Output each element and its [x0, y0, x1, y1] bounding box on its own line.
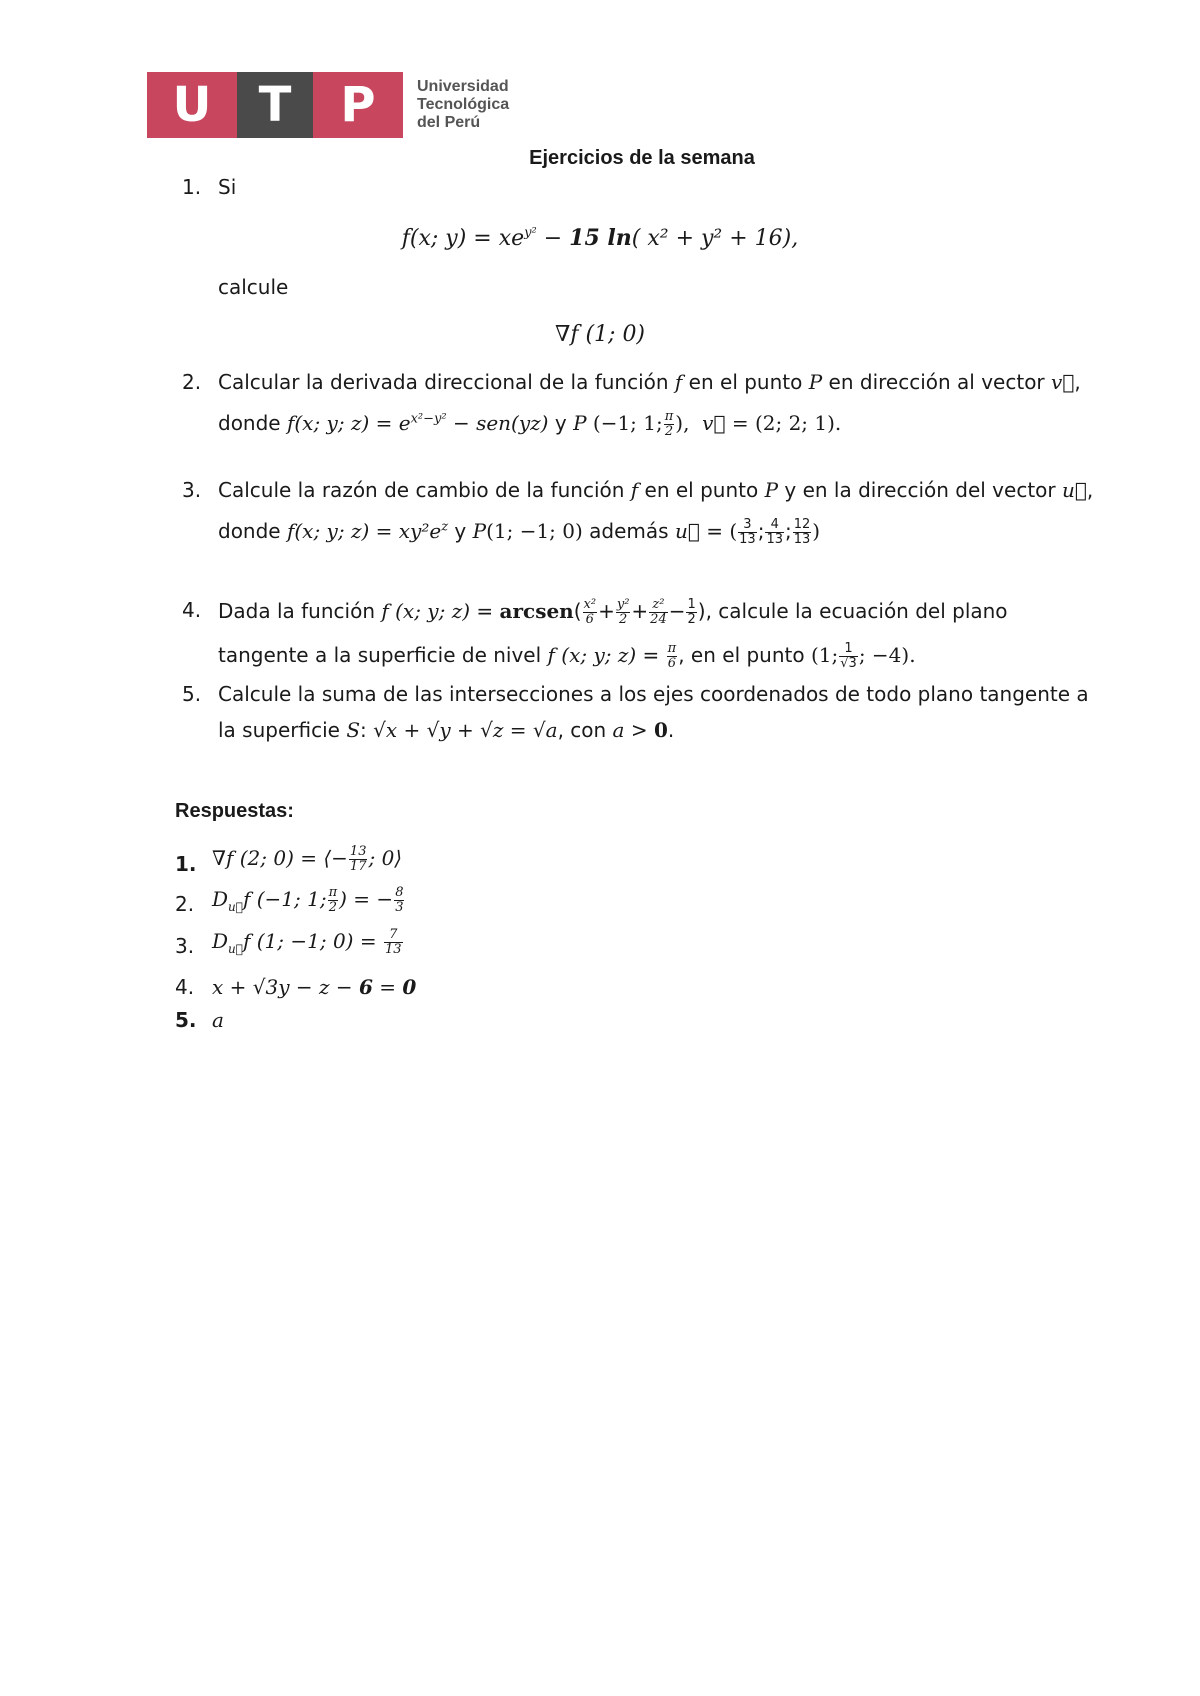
logo-letter-p: P [313, 72, 403, 138]
answer-5-number: 5. [175, 1008, 197, 1032]
answer-1-number: 1. [175, 852, 197, 876]
utp-logo [147, 72, 509, 138]
exercise-4-line1: Dada la función f (x; y; z) = arcsen( $\frac{\text{x²}}{6}$ + $\frac{\text{y²}}{2}$ + $\frac{\text{z²}}{24}$ − $\frac{1}{2}$ ), calcule la ecuación del plano [218, 597, 1008, 627]
answer-2-text: $D_{u⃗}f$ (−1; 1; $\frac{\pi}{2}$ ) = − $\frac{8}{3}$ [212, 885, 404, 915]
exercise-2-line1: Calcular la derivada direccional de la función f en el punto P en dirección al vector v⃗, [218, 370, 1081, 394]
answer-3-text: $D_{u⃗}f$ (1; −1; 0) = $\frac{7}{13}$ [212, 927, 402, 957]
exercise-4-line2: tangente a la superficie de nivel f (x; y; z) = $\frac{\pi}{6}$ , en el punto (1; $\frac{1}{√3}$ ; −4). [218, 641, 916, 671]
exercise-1-text: Si [218, 175, 237, 199]
logo-letter-u: U [147, 72, 237, 138]
exercise-2-line2: donde f(x; y; $z) = e^{x^2-y^2} - sen(yz)$ y P (−1; 1; $\frac{\pi}{2}$ ), v⃗ = (2; 2; 1). [218, 409, 842, 439]
exercise-5-line2: la superficie S: √x + √y + √z = √a, con a > 0. [218, 718, 675, 742]
page-title: Ejercicios de la semana [529, 147, 755, 169]
exercise-1-number: 1. [182, 175, 202, 199]
exercise-3-number: 3. [182, 478, 202, 502]
answer-3-number: 3. [175, 934, 195, 958]
exercise-4-number: 4. [182, 598, 202, 622]
logo-university-name: Universidad Tecnológica del Perú [417, 78, 510, 131]
answer-2-number: 2. [175, 892, 195, 916]
exercise-5-line1: Calcule la suma de las intersecciones a los ejes coordenados de todo plano tangente a [218, 682, 1089, 706]
exercise-2-number: 2. [182, 370, 202, 394]
exercise-1-calcule: calcule [218, 275, 289, 299]
answer-1-text: ∇f (2; 0) = ⟨− $\frac{13}{17}$ ; 0⟩ [212, 844, 403, 874]
answer-4-number: 4. [175, 975, 195, 999]
answers-heading: Respuestas: [175, 800, 294, 822]
logo-letter-t: T [237, 72, 313, 138]
answer-5-text: a [212, 1008, 224, 1032]
exercise-1-formula: f(x; $y) = xe^{y^2} - 15$ ln( x² + y² + 16), [401, 225, 799, 251]
exercise-1-target: ∇f (1; 0) [554, 322, 646, 347]
exercise-3-line2: donde f(x; y; $z) = xy^2e^z$ y P(1; −1; 0) además u⃗ = ( $\frac{3}{13}$ ; $\frac{4}{13}$ ; $\frac{12}{13}$ ) [218, 517, 821, 547]
exercise-3-line1: Calcule la razón de cambio de la función f en el punto P y en la dirección del vector u⃗, [218, 478, 1094, 502]
exercise-5-number: 5. [182, 682, 202, 706]
answer-4-text: x + √3y − z − 6 = 0 [212, 975, 417, 999]
